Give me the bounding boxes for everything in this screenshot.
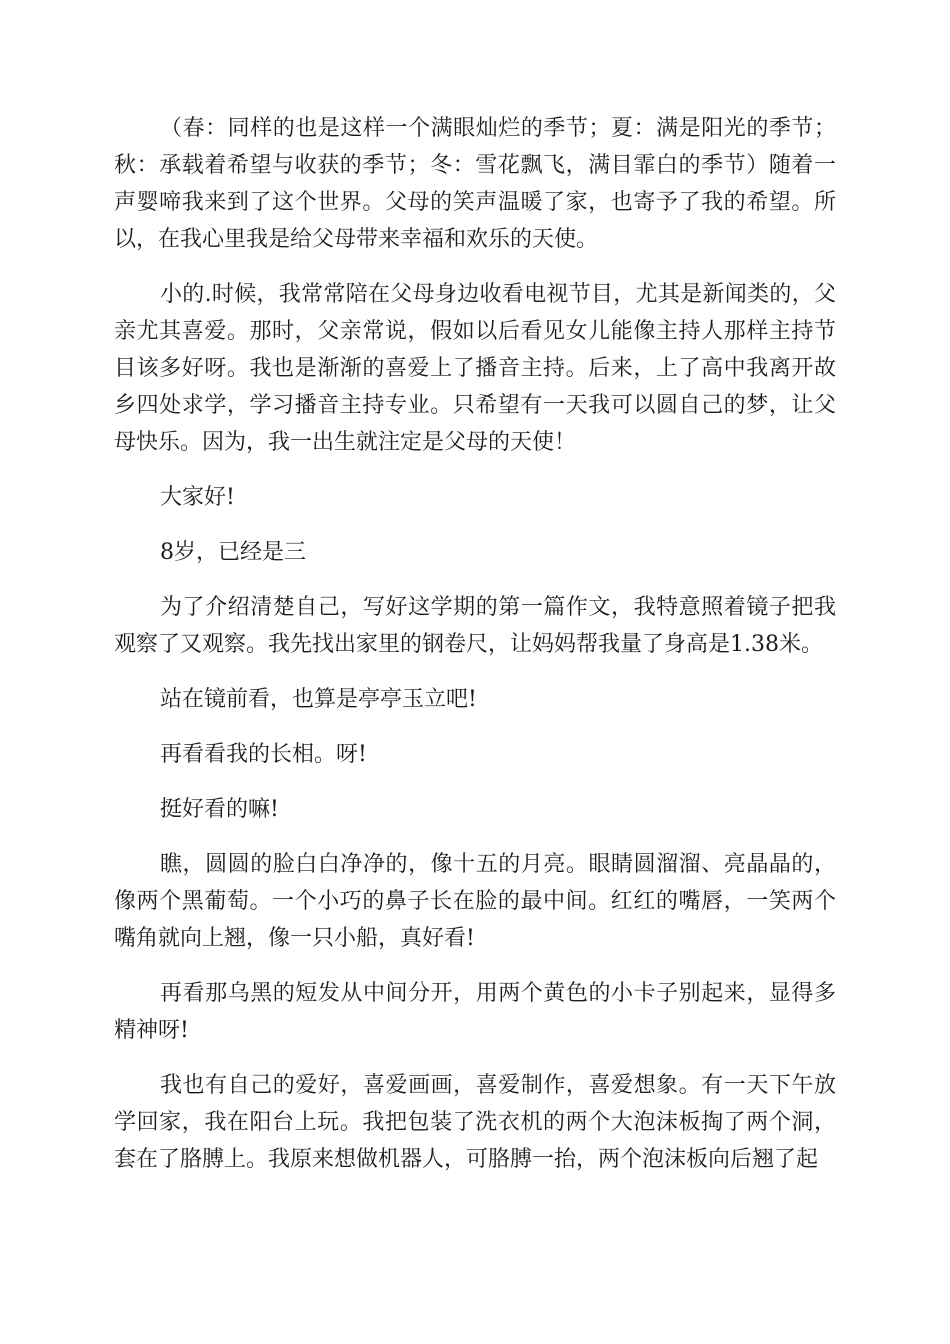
paragraph-4: 8岁，已经是三 — [160, 540, 306, 565]
paragraph-2: 小的.时候，我常常陪在父母身边收看电视节目，尤其是新闻类的，父亲尤其喜爱。那时，父亲常说，假如以后看见女儿能像主持人那样主持节目该多好呀。我也是渐渐的喜爱上了播音主持。后来，上了高中我离开故乡四处求学，学习播音主持专业。只希望有一天我可以圆自己的梦，让父母快乐。因为，我一出生就注定是父母的天使！ — [114, 282, 836, 455]
paragraph-3: 大家好! — [160, 485, 235, 510]
document-body — [114, 110, 836, 1196]
paragraph-8: 挺好看的嘛! — [160, 797, 279, 822]
paragraph-5: 为了介绍清楚自己，写好这学期的第一篇作文，我特意照着镜子把我观察了又观察。我先找出家里的钢卷尺，让妈妈帮我量了身高是1.38米。 — [114, 595, 836, 657]
paragraph-6: 站在镜前看，也算是亭亭玉立吧! — [160, 687, 477, 712]
paragraph-11: 我也有自己的爱好，喜爱画画，喜爱制作，喜爱想象。有一天下午放学回家，我在阳台上玩。我把包装了洗衣机的两个大泡沫板掏了两个洞，套在了胳膊上。我原来想做机器人，可胳膊一抬，两个泡沫板向后翘了起 — [114, 1073, 836, 1172]
paragraph-10: 再看那乌黑的短发从中间分开，用两个黄色的小卡子别起来，显得多精神呀! — [114, 981, 836, 1043]
paragraph-1: （春：同样的也是这样一个满眼灿烂的季节；夏：满是阳光的季节；秋：承载着希望与收获的季节；冬：雪花飘飞，满目霏白的季节）随着一声婴啼我来到了这个世界。父母的笑声温暖了家，也寄予了我的希望。所以，在我心里我是给父母带来幸福和欢乐的天使。 — [114, 116, 836, 252]
paragraph-9: 瞧，圆圆的脸白白净净的，像十五的月亮。眼睛圆溜溜、亮晶晶的，像两个黑葡萄。一个小巧的鼻子长在脸的最中间。红红的嘴唇，一笑两个嘴角就向上翘，像一只小船，真好看! — [114, 852, 836, 951]
paragraph-7: 再看看我的长相。呀! — [160, 742, 367, 767]
